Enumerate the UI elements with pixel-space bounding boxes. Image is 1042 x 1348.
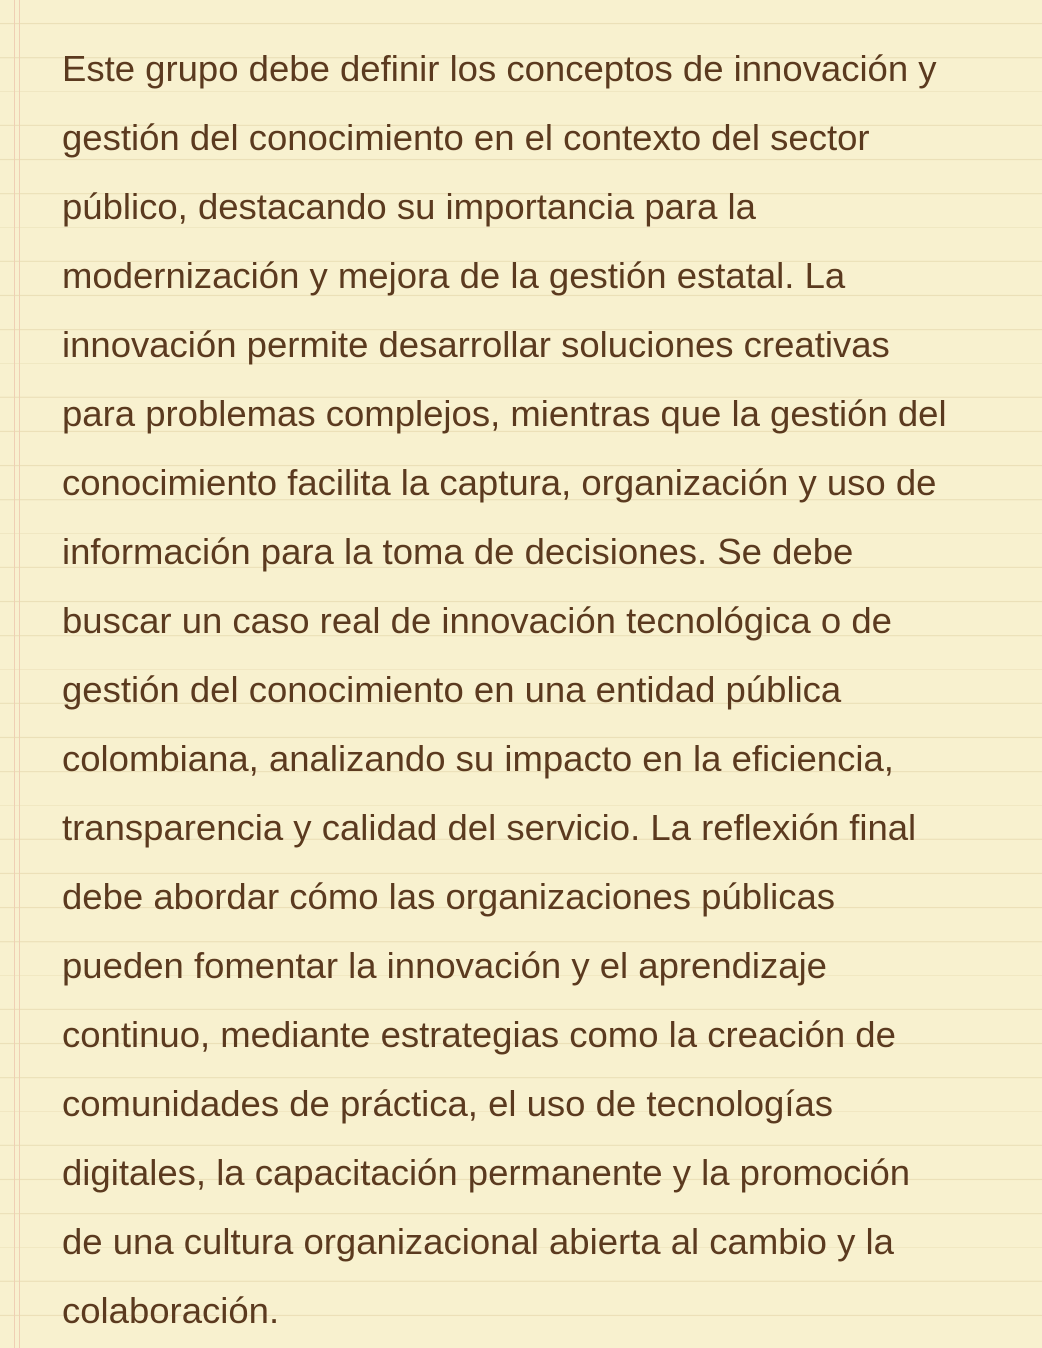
note-line: gestión del conocimiento en el contexto del sector	[62, 117, 870, 158]
note-line: transparencia y calidad del servicio. La reflexión final	[62, 807, 917, 848]
note-line: pueden fomentar la innovación y el aprendizaje	[62, 945, 827, 986]
note-line: comunidades de práctica, el uso de tecnologías	[62, 1083, 834, 1124]
note-line: gestión del conocimiento en una entidad pública	[62, 669, 842, 710]
note-line: debe abordar cómo las organizaciones públicas	[62, 876, 836, 917]
margin-line-outer	[14, 0, 15, 1348]
note-line: modernización y mejora de la gestión estatal. La	[62, 255, 846, 296]
note-line: información para la toma de decisiones. Se debe	[62, 531, 854, 572]
note-line: de una cultura organizacional abierta al cambio y la	[62, 1221, 894, 1262]
note-text-body[interactable]	[62, 34, 1022, 1345]
note-line: digitales, la capacitación permanente y la promoción	[62, 1152, 911, 1193]
note-line: Este grupo debe definir los conceptos de innovación y	[62, 48, 937, 89]
note-line: continuo, mediante estrategias como la creación de	[62, 1014, 896, 1055]
note-line: colombiana, analizando su impacto en la eficiencia,	[62, 738, 894, 779]
note-line: colaboración.	[62, 1290, 280, 1331]
note-line: conocimiento facilita la captura, organización y uso de	[62, 462, 937, 503]
note-line: público, destacando su importancia para la	[62, 186, 756, 227]
note-line: buscar un caso real de innovación tecnológica o de	[62, 600, 892, 641]
margin-line-inner	[19, 0, 20, 1348]
note-line: innovación permite desarrollar soluciones creativas	[62, 324, 890, 365]
note-line: para problemas complejos, mientras que la gestión del	[62, 393, 947, 434]
